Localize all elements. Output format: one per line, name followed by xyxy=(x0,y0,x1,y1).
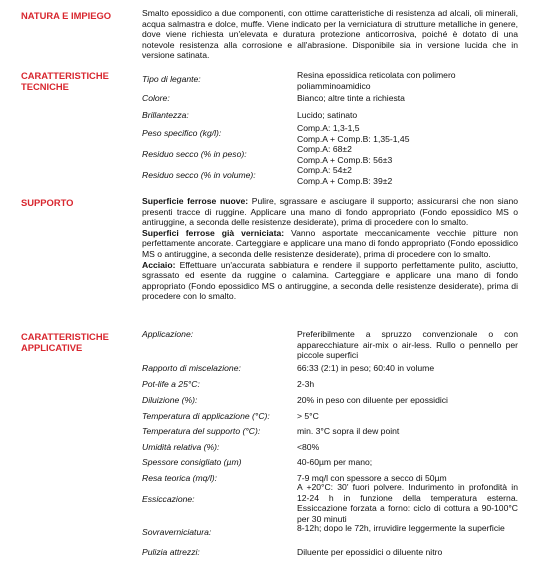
spec-value xyxy=(297,165,518,186)
spec-value-line-1: Comp.A: 54±2 xyxy=(297,165,352,175)
supporto-paragraph-acciaio: Acciaio: Effettuare un'accurata sabbiatura e rendere il supporto perfettamente pulito, asciutto, sgrassato ed esente da ruggine o calamina. Carteggiare e applicare una mano di fondo appropriato (Fondo epossidico MS o antiruggine, a seconda delle resistenze desiderate), prima di procedere con lo smalto. xyxy=(142,259,518,302)
natura-impiego-text: Smalto epossidico a due componenti, con ottime caratteristiche di resistenza ad alcali, oli minerali, acqua salmastra e dolce, muffe. Viene indicato per la verniciatura di strutture metalliche in genere, dove viene richiesta un'elevata e duratura protezione anticorrosiva, poiché è dotato di una notevole resistenza alla corrosione e all'abrasione. Disponibile sia in versione lucida che in versione satinata. xyxy=(142,8,518,61)
app-value: min. 3°C sopra il dew point xyxy=(297,426,400,436)
app-value: > 5°C xyxy=(297,411,319,421)
spec-value-line-2: Comp.A + Comp.B: 1,35-1,45 xyxy=(297,133,410,144)
spec-value-line-2: poliamminoamidico xyxy=(297,80,371,91)
supporto-subtitle: Acciaio: xyxy=(142,259,176,270)
app-label: Diluizione (%): xyxy=(142,395,198,405)
app-value: Preferibilmente a spruzzo convenzionale o con apparecchiature air-mix o air-less. Rullo o pennello per piccole superfici xyxy=(297,329,518,361)
spec-value xyxy=(297,123,518,144)
spec-value xyxy=(297,70,518,91)
spec-label: Colore: xyxy=(142,93,170,103)
app-label: Applicazione: xyxy=(142,329,194,339)
app-value: A +20°C: 30' fuori polvere. Indurimento in profondità in 12-24 h in funzione della temperatura esterna. Essiccazione forzata a forno: ciclo di cottura a 90-100°C per 30 minuti xyxy=(297,482,518,524)
supporto-paragraph-verniciata: Superfici ferrose già verniciata: Vanno asportate meccanicamente vecchie pitture non perfettamente ancorate. Carteggiare e applicare una mano di fondo appropriato (Fondo epossidico MS o antiruggine, a seconda delle resistenze desiderate), prima di procedere con lo smalto. xyxy=(142,227,518,259)
app-value: 8-12h; dopo le 72h, irruvidire leggermente la superficie xyxy=(297,523,505,533)
app-label: Essiccazione: xyxy=(142,494,195,504)
app-label: Temperatura del supporto (°C): xyxy=(142,426,261,436)
spec-label: Residuo secco (% in peso): xyxy=(142,149,247,159)
heading-caratteristiche-applicative xyxy=(21,331,139,353)
app-label: Spessore consigliato (µm) xyxy=(142,457,242,467)
heading-line-1: CARATTERISTICHE xyxy=(21,331,109,342)
app-value: 7-9 mq/l con spessore a secco di 50µm xyxy=(297,473,447,483)
spec-label: Brillantezza: xyxy=(142,110,189,120)
heading-natura-impiego: NATURA E IMPIEGO xyxy=(21,10,112,21)
spec-value xyxy=(297,144,518,165)
app-label: Resa teorica (mq/l): xyxy=(142,473,217,483)
app-value: 2-3h xyxy=(297,379,315,389)
app-value: 20% in peso con diluente per epossidici xyxy=(297,395,448,405)
spec-value-line-2: Comp.A + Comp.B: 56±3 xyxy=(297,154,393,165)
spec-value-line-2: Comp.A + Comp.B: 39±2 xyxy=(297,175,393,186)
app-label: Sovraverniciatura: xyxy=(142,527,212,537)
supporto-paragraph-nuove: Superficie ferrose nuove: Pulire, sgrassare e asciugare il supporto; assicurarsi che non siano presenti tracce di ruggine. Applicare una mano di fondo appropriato (Fondo epossidico MS o antiruggine, a seconda delle resistenze desiderate), prima di procedere con lo smalto. xyxy=(142,196,518,228)
heading-line-2: APPLICATIVE xyxy=(21,342,83,353)
app-label: Pulizia attrezzi: xyxy=(142,547,200,557)
spec-value-line-1: Comp.A: 68±2 xyxy=(297,144,352,154)
app-value: Diluente per epossidici o diluente nitro xyxy=(297,547,443,557)
heading-line-2: TECNICHE xyxy=(21,81,69,92)
heading-line-1: CARATTERISTICHE xyxy=(21,70,109,81)
spec-value: Lucido; satinato xyxy=(297,110,358,120)
heading-caratteristiche-tecniche xyxy=(21,70,139,92)
app-value: 66:33 (2:1) in peso; 60:40 in volume xyxy=(297,363,435,373)
app-label: Umidità relativa (%): xyxy=(142,442,220,452)
supporto-subtitle: Superficie ferrose nuove: xyxy=(142,196,249,206)
supporto-subtitle: Superfici ferrose già verniciata: xyxy=(142,227,285,238)
heading-supporto: SUPPORTO xyxy=(21,197,74,208)
spec-label: Tipo di legante: xyxy=(142,74,201,84)
spec-value: Bianco; altre tinte a richiesta xyxy=(297,93,405,103)
app-label: Rapporto di miscelazione: xyxy=(142,363,241,373)
supporto-text xyxy=(142,196,518,302)
app-value: 40-60µm per mano; xyxy=(297,457,373,467)
app-value: <80% xyxy=(297,442,320,452)
app-label: Temperatura di applicazione (°C): xyxy=(142,411,270,421)
spec-value-line-1: Comp.A: 1,3-1,5 xyxy=(297,123,360,133)
spec-label: Peso specifico (kg/l): xyxy=(142,128,222,138)
spec-value-line-1: Resina epossidica reticolata con polimero xyxy=(297,70,456,80)
spec-label: Residuo secco (% in volume): xyxy=(142,170,256,180)
app-label: Pot-life a 25°C: xyxy=(142,379,200,389)
